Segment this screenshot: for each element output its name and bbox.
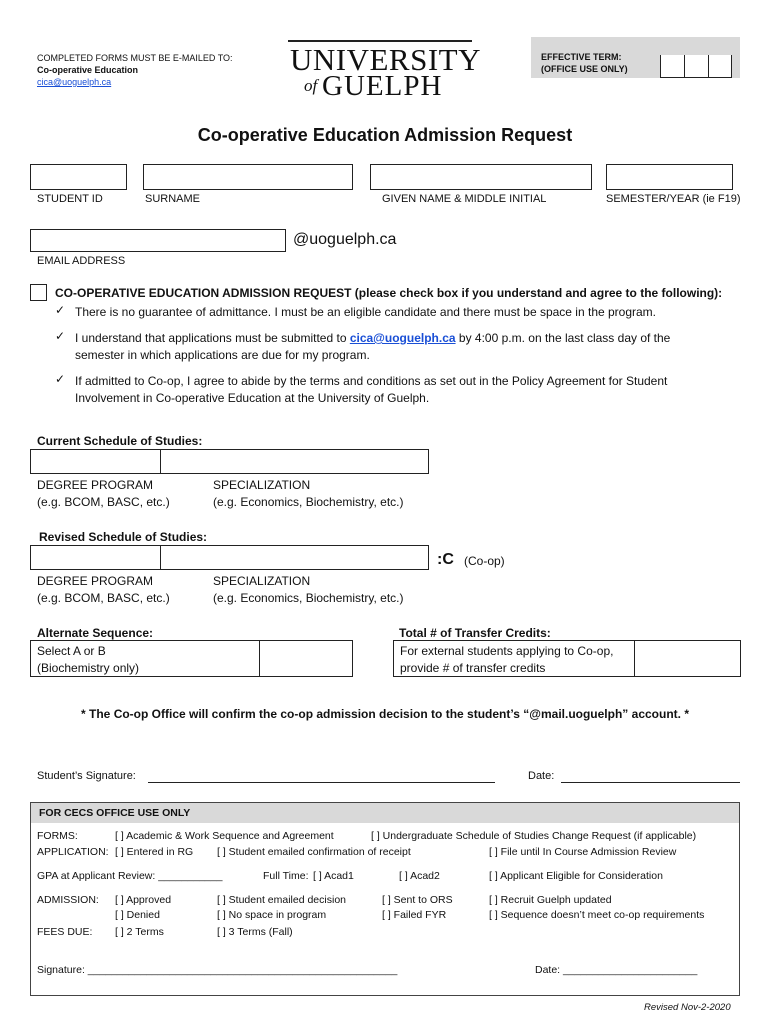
admission-label: ADMISSION: bbox=[37, 894, 99, 906]
admission-approved-option[interactable]: [ ] Approved bbox=[115, 894, 172, 906]
forms-label: FORMS: bbox=[37, 830, 78, 842]
forms-option-sequence[interactable]: [ ] Academic & Work Sequence and Agreement bbox=[115, 830, 334, 842]
revised-degree-example: (e.g. BCOM, BASC, etc.) bbox=[37, 591, 170, 605]
revised-specialization-input[interactable] bbox=[160, 545, 429, 570]
forms-option-change-request[interactable]: [ ] Undergraduate Schedule of Studies Change Request (if applicable) bbox=[371, 830, 697, 842]
student-id-label: STUDENT ID bbox=[37, 193, 103, 205]
agreement-item-2-post: by 4:00 p.m. on the last class day of the bbox=[455, 331, 671, 345]
application-label: APPLICATION: bbox=[37, 846, 109, 858]
office-date-line[interactable]: Date: _______________________ bbox=[535, 964, 698, 976]
admission-decision-notice: * The Co-op Office will confirm the co-op admission decision to the student’s “@mail.uoguelph” account. * bbox=[81, 707, 689, 721]
alternate-line-1: Select A or B bbox=[37, 644, 106, 658]
surname-label: SURNAME bbox=[145, 193, 201, 205]
signature-date-label: Date: bbox=[528, 770, 555, 782]
agreement-item-2-line2: semester in which applications are due for my program. bbox=[75, 348, 370, 362]
revised-schedule-heading: Revised Schedule of Studies: bbox=[39, 530, 208, 544]
office-use-heading: FOR CECS OFFICE USE ONLY bbox=[39, 807, 191, 819]
transfer-credits-heading: Total # of Transfer Credits: bbox=[399, 626, 551, 640]
email-input[interactable] bbox=[30, 229, 286, 252]
effective-term-input[interactable] bbox=[660, 55, 732, 78]
given-name-label: GIVEN NAME & MIDDLE INITIAL bbox=[382, 193, 547, 205]
admission-denied-option[interactable]: [ ] Denied bbox=[115, 909, 160, 921]
semester-year-label: SEMESTER/YEAR (ie F19) bbox=[606, 193, 741, 205]
application-option-file[interactable]: [ ] File until In Course Admission Review bbox=[489, 846, 677, 858]
admission-failed-fyr-option[interactable]: [ ] Failed FYR bbox=[382, 909, 447, 921]
agreement-item-3: If admitted to Co-op, I agree to abide by the terms and conditions as set out in the Policy Agreement for Student bbox=[75, 374, 668, 388]
coop-suffix: :C bbox=[437, 551, 454, 568]
transfer-credits-label-cell bbox=[393, 640, 635, 677]
admission-recruit-option[interactable]: [ ] Recruit Guelph updated bbox=[489, 894, 612, 906]
current-degree-label: DEGREE PROGRAM bbox=[37, 478, 154, 492]
given-name-input[interactable] bbox=[370, 164, 592, 190]
submit-email-link[interactable]: cica@uoguelph.ca bbox=[37, 77, 112, 87]
revised-spec-label: SPECIALIZATION bbox=[213, 574, 311, 588]
checkmark-icon: ✓ bbox=[55, 303, 66, 317]
admission-sent-ors-option[interactable]: [ ] Sent to ORS bbox=[382, 894, 453, 906]
alternate-sequence-label-cell bbox=[30, 640, 260, 677]
applicant-eligible-option[interactable]: [ ] Applicant Eligible for Consideration bbox=[489, 870, 663, 882]
alternate-sequence-heading: Alternate Sequence: bbox=[37, 626, 154, 640]
logo-university-text: UNIVERSITY bbox=[290, 42, 481, 77]
office-signature-line[interactable]: Signature: _____________________________________________________ bbox=[37, 964, 398, 976]
full-time-acad1[interactable]: [ ] Acad1 bbox=[313, 870, 354, 882]
current-specialization-input[interactable] bbox=[160, 449, 429, 474]
transfer-credits-input[interactable] bbox=[634, 640, 741, 677]
full-time-acad2[interactable]: [ ] Acad2 bbox=[399, 870, 440, 882]
email-domain-suffix: @uoguelph.ca bbox=[293, 231, 397, 248]
surname-input[interactable] bbox=[143, 164, 353, 190]
agreement-item-1: There is no guarantee of admittance. I must be an eligible candidate and there must be space in the program. bbox=[75, 305, 657, 319]
coop-note: (Co-op) bbox=[464, 554, 505, 568]
agreement-heading: CO-OPERATIVE EDUCATION ADMISSION REQUEST (please check box if you understand and agree to the following): bbox=[55, 286, 723, 300]
transfer-line-2: provide # of transfer credits bbox=[400, 661, 546, 675]
office-use-header-bar bbox=[31, 803, 739, 823]
revised-degree-input[interactable] bbox=[30, 545, 161, 570]
alternate-sequence-input[interactable] bbox=[259, 640, 353, 677]
fees-three-terms-option[interactable]: [ ] 3 Terms (Fall) bbox=[217, 926, 293, 938]
page-title: Co-operative Education Admission Request bbox=[197, 125, 573, 145]
cica-email-link[interactable]: cica@uoguelph.ca bbox=[349, 331, 456, 345]
current-spec-example: (e.g. Economics, Biochemistry, etc.) bbox=[213, 495, 404, 509]
signature-date-line[interactable] bbox=[561, 782, 740, 783]
agreement-checkbox[interactable] bbox=[30, 284, 47, 301]
email-label: EMAIL ADDRESS bbox=[37, 255, 126, 267]
submit-department: Co-operative Education bbox=[37, 65, 139, 75]
office-use-only-label: (OFFICE USE ONLY) bbox=[541, 64, 628, 74]
agreement-item-2-pre: I understand that applications must be submitted to bbox=[75, 331, 350, 345]
admission-emailed-decision-option[interactable]: [ ] Student emailed decision bbox=[217, 894, 346, 906]
effective-term-box bbox=[531, 37, 740, 78]
submit-instruction: COMPLETED FORMS MUST BE E-MAILED TO: bbox=[37, 53, 233, 63]
checkmark-icon: ✓ bbox=[55, 329, 66, 343]
agreement-item-2 bbox=[75, 331, 670, 345]
student-id-input[interactable] bbox=[30, 164, 127, 190]
current-degree-input[interactable] bbox=[30, 449, 161, 474]
fees-due-label: FEES DUE: bbox=[37, 926, 93, 938]
revised-spec-example: (e.g. Economics, Biochemistry, etc.) bbox=[213, 591, 404, 605]
student-signature-line[interactable] bbox=[148, 782, 495, 783]
logo-of-text: of bbox=[304, 76, 318, 95]
full-time-label: Full Time: bbox=[263, 870, 309, 882]
office-use-section bbox=[30, 802, 740, 996]
current-spec-label: SPECIALIZATION bbox=[213, 478, 311, 492]
admission-no-space-option[interactable]: [ ] No space in program bbox=[217, 909, 327, 921]
admission-sequence-option[interactable]: [ ] Sequence doesn’t meet co-op requirements bbox=[489, 909, 705, 921]
application-option-emailed[interactable]: [ ] Student emailed confirmation of receipt bbox=[217, 846, 411, 858]
gpa-review-field[interactable]: GPA at Applicant Review: ___________ bbox=[37, 870, 223, 882]
logo-guelph-text: GUELPH bbox=[322, 70, 443, 102]
semester-year-input[interactable] bbox=[606, 164, 733, 190]
current-degree-example: (e.g. BCOM, BASC, etc.) bbox=[37, 495, 170, 509]
agreement-item-3-line2: Involvement in Co-operative Education at the University of Guelph. bbox=[75, 391, 430, 405]
transfer-line-1: For external students applying to Co-op, bbox=[400, 644, 614, 658]
revision-date: Revised Nov-2-2020 bbox=[644, 1002, 731, 1013]
effective-term-label: EFFECTIVE TERM: bbox=[541, 52, 622, 62]
application-option-entered[interactable]: [ ] Entered in RG bbox=[115, 846, 194, 858]
university-logo bbox=[288, 40, 481, 102]
student-signature-label: Student’s Signature: bbox=[37, 770, 136, 782]
alternate-line-2: (Biochemistry only) bbox=[37, 661, 140, 675]
fees-two-terms-option[interactable]: [ ] 2 Terms bbox=[115, 926, 164, 938]
revised-degree-label: DEGREE PROGRAM bbox=[37, 574, 154, 588]
current-schedule-heading: Current Schedule of Studies: bbox=[37, 434, 203, 448]
checkmark-icon: ✓ bbox=[55, 372, 66, 386]
